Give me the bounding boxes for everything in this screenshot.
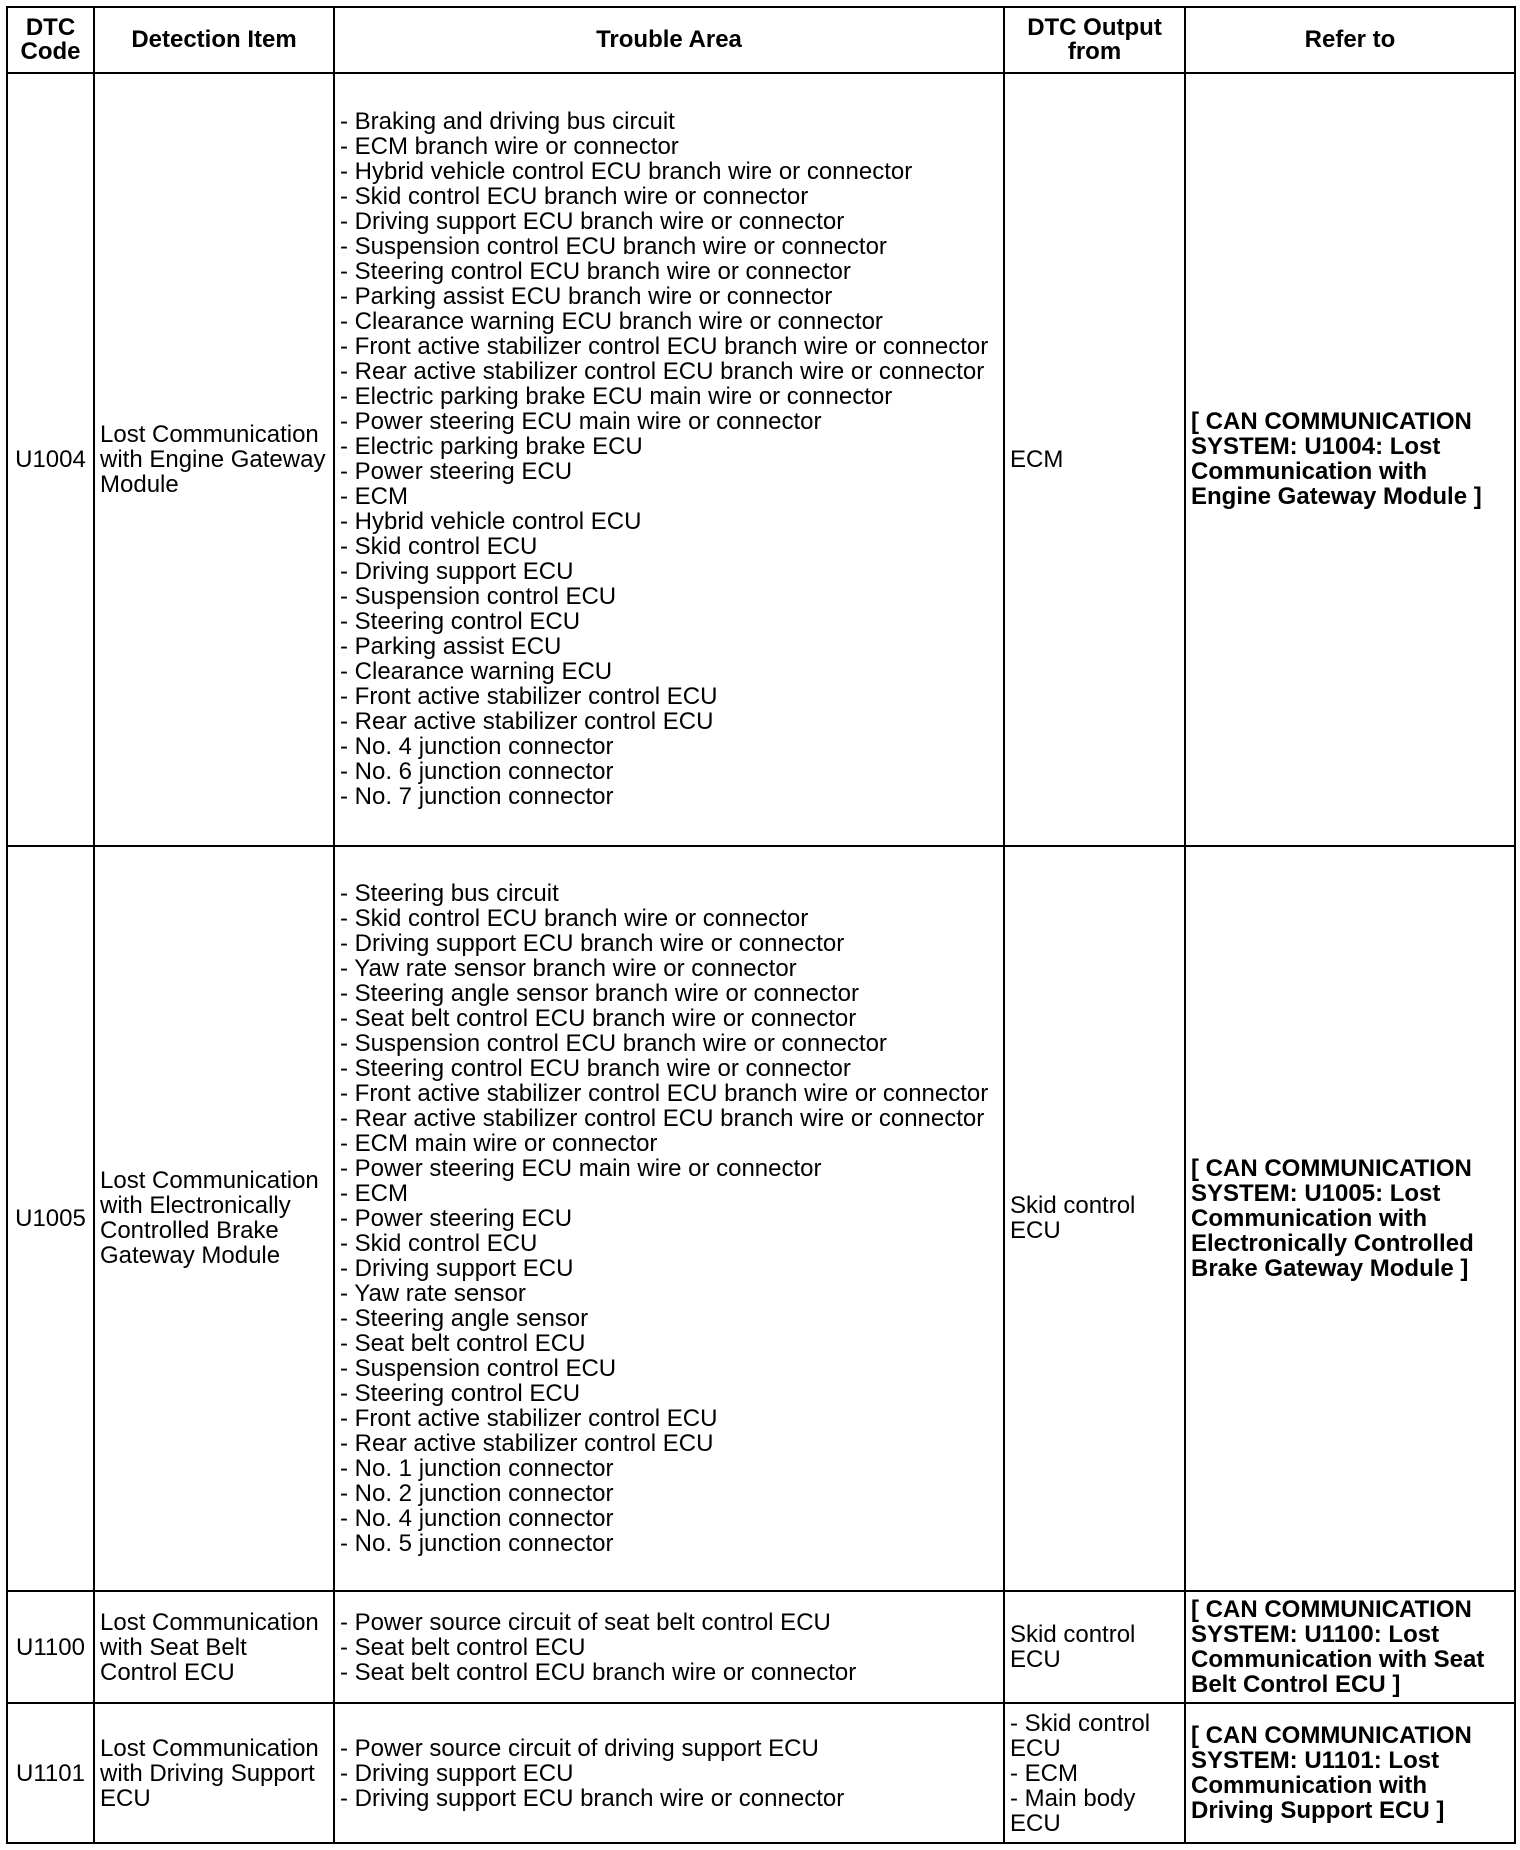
trouble-area-item: - Hybrid vehicle control ECU (340, 508, 642, 536)
trouble-area-item: - Power source circuit of driving support ECU (340, 1734, 819, 1762)
trouble-area-item: - Driving support ECU branch wire or connector (340, 1784, 845, 1812)
trouble-area-item: - Skid control ECU (340, 533, 538, 561)
dtc-output-item: Skid control ECU (1010, 1621, 1136, 1674)
table-row (7, 846, 1515, 1591)
trouble-area-item: - No. 7 junction connector (340, 783, 614, 811)
detection-item-cell: Lost Communication with Electronically Controlled Brake Gateway Module (94, 846, 334, 1591)
trouble-area-item: - Rear active stabilizer control ECU branch wire or connector (340, 358, 985, 386)
table-row (7, 1591, 1515, 1703)
trouble-area-item: - Yaw rate sensor (340, 1279, 526, 1307)
trouble-area-item: - Rear active stabilizer control ECU branch wire or connector (340, 1104, 985, 1132)
trouble-area-cell (334, 846, 1004, 1591)
trouble-area-item: - Steering control ECU branch wire or connector (340, 258, 851, 286)
trouble-area-item: - Front active stabilizer control ECU (340, 1404, 718, 1432)
dtc-output-item: - ECM (1010, 1759, 1078, 1787)
refer-to-cell: [ CAN COMMUNICATION SYSTEM: U1101: Lost Communication with Driving Support ECU ] (1185, 1703, 1515, 1843)
trouble-area-item: - Seat belt control ECU (340, 1329, 586, 1357)
detection-item-cell: Lost Communication with Seat Belt Control ECU (94, 1591, 334, 1703)
trouble-area-item: - Skid control ECU branch wire or connector (340, 183, 809, 211)
table-header-row (7, 7, 1515, 73)
dtc-output-cell (1004, 1703, 1185, 1843)
trouble-area-item: - Clearance warning ECU (340, 658, 613, 686)
refer-to-cell: [ CAN COMMUNICATION SYSTEM: U1100: Lost Communication with Seat Belt Control ECU ] (1185, 1591, 1515, 1703)
trouble-area-list (340, 1736, 998, 1811)
trouble-area-item: - Steering bus circuit (340, 879, 559, 907)
trouble-area-item: - Power source circuit of seat belt control ECU (340, 1608, 831, 1636)
header-trouble-area: Trouble Area (334, 7, 1004, 73)
trouble-area-item: - Steering angle sensor branch wire or connector (340, 979, 859, 1007)
trouble-area-item: - Electric parking brake ECU main wire or connector (340, 383, 893, 411)
trouble-area-item: - Driving support ECU (340, 558, 574, 586)
trouble-area-item: - No. 6 junction connector (340, 758, 614, 786)
trouble-area-item: - Front active stabilizer control ECU branch wire or connector (340, 333, 989, 361)
trouble-area-item: - Parking assist ECU branch wire or connector (340, 283, 833, 311)
trouble-area-item: - Braking and driving bus circuit (340, 108, 675, 136)
header-detection-item: Detection Item (94, 7, 334, 73)
trouble-area-item: - Power steering ECU main wire or connector (340, 408, 822, 436)
trouble-area-item: - Rear active stabilizer control ECU (340, 708, 714, 736)
trouble-area-item: - Driving support ECU branch wire or connector (340, 208, 845, 236)
dtc-output-item: Skid control ECU (1010, 1192, 1136, 1245)
header-dtc-code: DTC Code (7, 7, 94, 73)
trouble-area-item: - ECM main wire or connector (340, 1129, 658, 1157)
dtc-table (6, 6, 1516, 1844)
trouble-area-item: - Power steering ECU (340, 1204, 573, 1232)
trouble-area-item: - Driving support ECU branch wire or connector (340, 929, 845, 957)
dtc-output-item: ECM (1010, 445, 1064, 473)
trouble-area-item: - No. 4 junction connector (340, 733, 614, 761)
dtc-output-list (1010, 1193, 1179, 1243)
trouble-area-item: - Power steering ECU (340, 458, 573, 486)
dtc-output-list (1010, 447, 1179, 472)
trouble-area-item: - No. 2 junction connector (340, 1479, 614, 1507)
dtc-output-cell (1004, 73, 1185, 846)
trouble-area-item: - Front active stabilizer control ECU (340, 683, 718, 711)
dtc-code-cell: U1005 (7, 846, 94, 1591)
trouble-area-item: - Seat belt control ECU branch wire or connector (340, 1658, 857, 1686)
trouble-area-item: - Rear active stabilizer control ECU (340, 1429, 714, 1457)
trouble-area-item: - Suspension control ECU branch wire or connector (340, 233, 887, 261)
dtc-output-list (1010, 1711, 1179, 1836)
trouble-area-item: - Steering control ECU (340, 608, 581, 636)
trouble-area-item: - No. 5 junction connector (340, 1529, 614, 1557)
dtc-output-cell (1004, 846, 1185, 1591)
dtc-output-item: - Skid control ECU (1010, 1709, 1151, 1762)
trouble-area-item: - Parking assist ECU (340, 633, 562, 661)
trouble-area-item: - Clearance warning ECU branch wire or connector (340, 308, 883, 336)
trouble-area-item: - Skid control ECU (340, 1229, 538, 1257)
trouble-area-item: - ECM (340, 1179, 408, 1207)
trouble-area-item: - Yaw rate sensor branch wire or connector (340, 954, 797, 982)
dtc-code-cell: U1004 (7, 73, 94, 846)
trouble-area-item: - Seat belt control ECU branch wire or connector (340, 1004, 857, 1032)
trouble-area-item: - Suspension control ECU (340, 583, 617, 611)
dtc-output-cell (1004, 1591, 1185, 1703)
trouble-area-item: - Suspension control ECU branch wire or connector (340, 1029, 887, 1057)
trouble-area-cell (334, 73, 1004, 846)
trouble-area-item: - Suspension control ECU (340, 1354, 617, 1382)
dtc-code-cell: U1100 (7, 1591, 94, 1703)
trouble-area-item: - Skid control ECU branch wire or connector (340, 904, 809, 932)
trouble-area-list (340, 881, 998, 1556)
trouble-area-item: - Seat belt control ECU (340, 1633, 586, 1661)
dtc-output-list (1010, 1622, 1179, 1672)
trouble-area-item: - ECM (340, 483, 408, 511)
trouble-area-item: - Power steering ECU main wire or connector (340, 1154, 822, 1182)
trouble-area-cell (334, 1703, 1004, 1843)
table-row (7, 1703, 1515, 1843)
trouble-area-item: - No. 1 junction connector (340, 1454, 614, 1482)
trouble-area-item: - Steering control ECU (340, 1379, 581, 1407)
trouble-area-item: - Hybrid vehicle control ECU branch wire or connector (340, 158, 913, 186)
table-row (7, 73, 1515, 846)
trouble-area-item: - No. 4 junction connector (340, 1504, 614, 1532)
dtc-code-cell: U1101 (7, 1703, 94, 1843)
dtc-output-item: - Main body ECU (1010, 1784, 1136, 1837)
detection-item-cell: Lost Communication with Engine Gateway Module (94, 73, 334, 846)
header-dtc-output-from: DTC Output from (1004, 7, 1185, 73)
detection-item-cell: Lost Communication with Driving Support ECU (94, 1703, 334, 1843)
header-refer-to: Refer to (1185, 7, 1515, 73)
trouble-area-list (340, 109, 998, 809)
trouble-area-item: - Driving support ECU (340, 1254, 574, 1282)
refer-to-cell: [ CAN COMMUNICATION SYSTEM: U1004: Lost Communication with Engine Gateway Module ] (1185, 73, 1515, 846)
trouble-area-item: - Front active stabilizer control ECU branch wire or connector (340, 1079, 989, 1107)
trouble-area-cell (334, 1591, 1004, 1703)
trouble-area-item: - ECM branch wire or connector (340, 133, 679, 161)
trouble-area-item: - Driving support ECU (340, 1759, 574, 1787)
trouble-area-item: - Electric parking brake ECU (340, 433, 643, 461)
trouble-area-item: - Steering control ECU branch wire or connector (340, 1054, 851, 1082)
table-body (7, 73, 1515, 1843)
refer-to-cell: [ CAN COMMUNICATION SYSTEM: U1005: Lost Communication with Electronically Controlled Brake Gateway Module ] (1185, 846, 1515, 1591)
trouble-area-list (340, 1610, 998, 1685)
trouble-area-item: - Steering angle sensor (340, 1304, 589, 1332)
